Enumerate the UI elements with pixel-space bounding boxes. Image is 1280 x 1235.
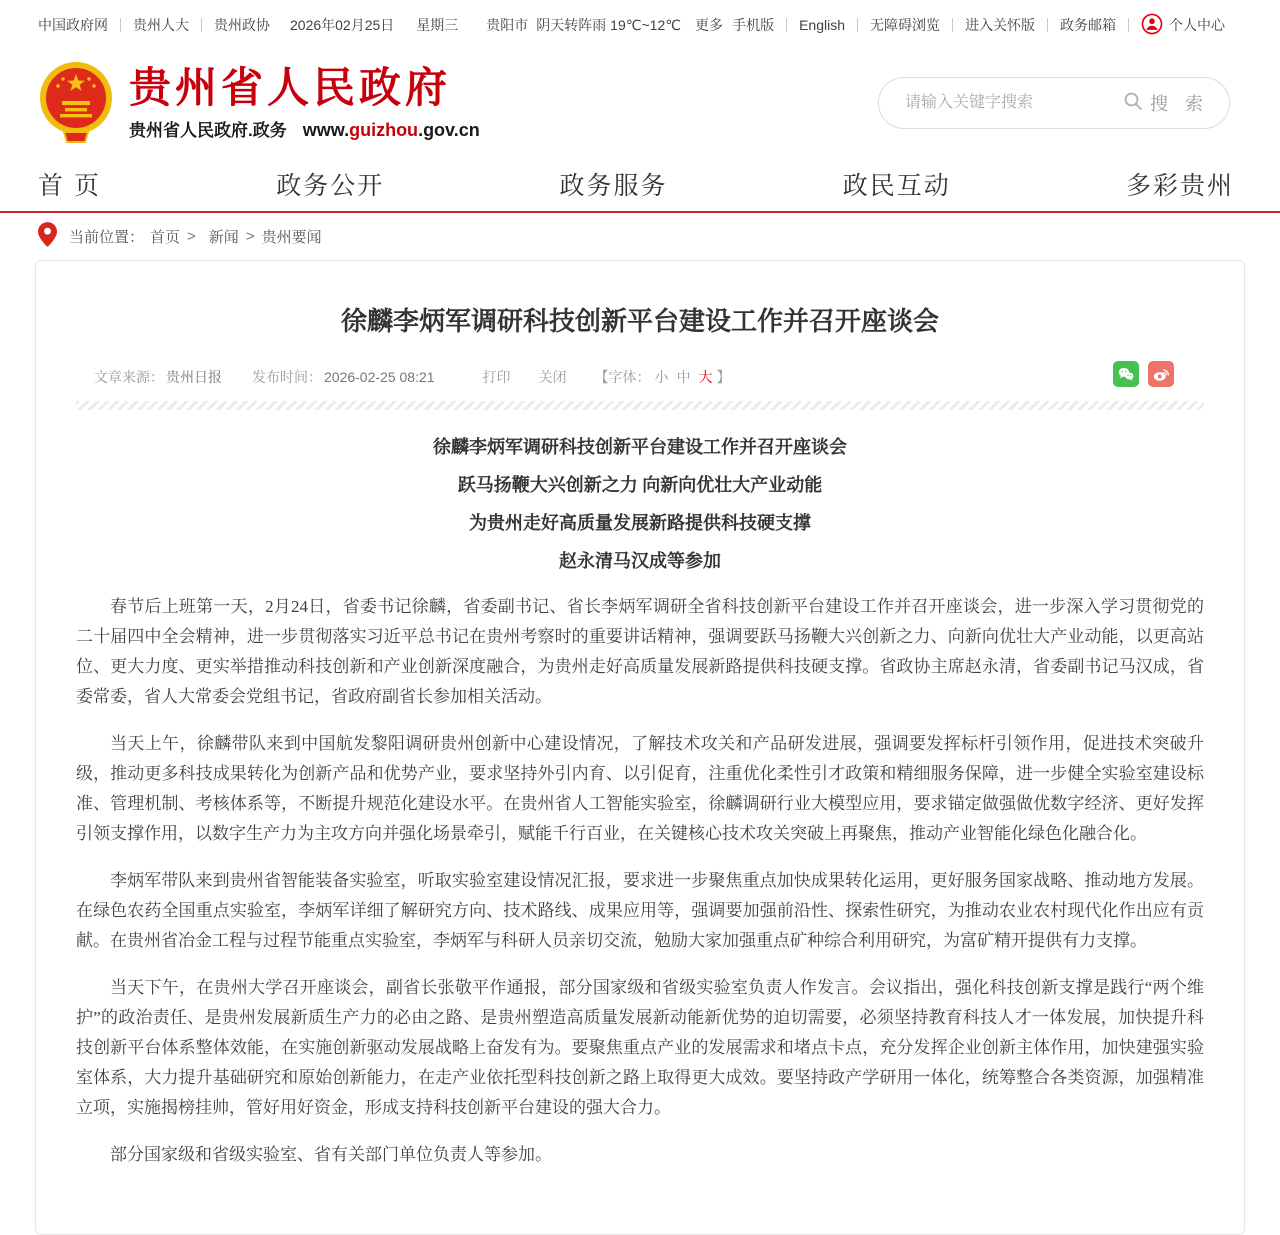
- article-paragraph: 春节后上班第一天，2月24日，省委书记徐麟，省委副书记、省长李炳军调研全省科技创新平台建设工作并召开座谈会，进一步深入学习贯彻党的二十届四中全会精神，进一步贯彻落实习近平总书记在贵州考察时的重要讲话精神，强调要跃马扬鞭大兴创新之力、向新向优壮大产业动能，以更高站位、更大力度、更实举措推动科技创新和产业创新深度融合，为贵州走好高质量发展新路提供科技硬支撑。省政协主席赵永清，省委副书记马汉成，省委常委，省人大常委会党组书记，省政府副省长参加相关活动。: [76, 597, 1204, 706]
- article-subtitle-line: 赵永清马汉成等参加: [559, 551, 721, 571]
- breadcrumb-news[interactable]: 新闻: [208, 229, 239, 246]
- mobile-version-link[interactable]: 手机版: [732, 17, 775, 33]
- close-button[interactable]: 关闭: [538, 369, 567, 385]
- care-version-link[interactable]: 进入关怀版: [965, 17, 1035, 33]
- weather-info: 阴天转阵雨 19℃~12℃: [536, 17, 681, 33]
- topbar-link-china-gov[interactable]: 中国政府网: [38, 17, 108, 33]
- main-nav: [0, 156, 1280, 213]
- topbar: [0, 0, 1280, 50]
- nav-item-public-interaction[interactable]: 政民互动: [842, 171, 951, 200]
- weather-more-link[interactable]: 更多: [694, 17, 723, 33]
- article-paragraph: 部分国家级和省级实验室、省有关部门单位负责人等参加。: [110, 1145, 552, 1164]
- divider: [120, 18, 121, 32]
- nav-item-gov-services[interactable]: 政务服务: [559, 171, 668, 200]
- current-date: 2026年02月25日: [290, 17, 395, 33]
- article-paragraph: 当天下午，在贵州大学召开座谈会，副省长张敬平作通报，部分国家级和省级实验室负责人作发言。会议指出，强化科技创新支撑是践行“两个维护”的政治责任、是贵州发展新质生产力的必由之路、是贵州塑造高质量发展新动能新优势的迫切需要，必须坚持教育科技人才一体发展，加快提升科技创新平台体系整体效能，在实施创新驱动发展战略上奋发有为。要聚焦重点产业的发展需求和堵点卡点，充分发挥企业创新主体作用，加快建强实验室体系，大力提升基础研究和原始创新能力，在走产业依托型科技创新之路上取得更大成效。要坚持政产学研用一体化，统筹整合各类资源，加强精准立项，实施揭榜挂帅，管好用好资金，形成支持科技创新平台建设的强大合力。: [76, 978, 1204, 1117]
- weibo-share-icon[interactable]: [1148, 361, 1174, 387]
- divider: [1128, 18, 1129, 32]
- topbar-right: [732, 13, 1225, 38]
- article-source: 文章来源： 贵州日报: [94, 369, 222, 385]
- nav-item-home[interactable]: 首 页: [38, 171, 101, 200]
- breadcrumb-home[interactable]: 首页: [150, 229, 181, 246]
- print-button[interactable]: 打印: [482, 369, 511, 385]
- article-subtitle-line: 为贵州走好高质量发展新路提供科技硬支撑: [469, 513, 811, 533]
- article-subtitle-line: 跃马扬鞭大兴创新之力 向新向优壮大产业动能: [457, 475, 823, 495]
- weather-city: 贵阳市: [486, 17, 529, 33]
- share-buttons: [1113, 361, 1174, 387]
- font-large-button[interactable]: 大: [698, 369, 713, 385]
- search-button[interactable]: [1123, 90, 1209, 116]
- article-container: [35, 260, 1245, 1235]
- divider: [952, 18, 953, 32]
- search-icon: [1123, 91, 1143, 116]
- search-box: [878, 77, 1230, 129]
- person-circle-icon: [1141, 13, 1163, 38]
- site-brand[interactable]: [38, 59, 480, 148]
- site-url: www.guizhou.gov.cn: [302, 120, 480, 141]
- nav-item-gov-affairs-disclosure[interactable]: 政务公开: [276, 171, 385, 200]
- article-subtitle-line: 徐麟李炳军调研科技创新平台建设工作并召开座谈会: [433, 437, 847, 457]
- font-small-button[interactable]: 小: [654, 369, 669, 385]
- breadcrumb-current: 贵州要闻: [261, 229, 322, 246]
- nav-item-colorful-guizhou[interactable]: 多彩贵州: [1125, 171, 1234, 200]
- user-center[interactable]: [1141, 13, 1225, 38]
- brand-text: [129, 65, 480, 141]
- breadcrumb-separator: >: [245, 228, 255, 245]
- article-paragraph: 李炳军带队来到贵州省智能装备实验室，听取实验室建设情况汇报，要求进一步聚焦重点加快成果转化运用，更好服务国家战略、推动地方发展。在绿色农药全国重点实验室，李炳军详细了解研究方向、技术路线、成果应用等，强调要加强前沿性、探索性研究，为推动农业农村现代化作出应有贡献。在贵州省冶金工程与过程节能重点实验室，李炳军与科研人员亲切交流，勉励大家加强重点矿种综合利用研究，为富矿精开提供有力支撑。: [76, 871, 1204, 950]
- search-input[interactable]: [903, 93, 1123, 113]
- article-title: 徐麟李炳军调研科技创新平台建设工作并召开座谈会: [340, 306, 939, 336]
- search-button-label: 搜 索: [1149, 94, 1209, 114]
- hatched-divider: [76, 401, 1204, 410]
- topbar-left: [38, 15, 723, 35]
- article-body: [76, 428, 1204, 1170]
- site-subtitle-row: [129, 116, 480, 141]
- current-weekday: 星期三: [416, 17, 459, 33]
- font-medium-button[interactable]: 中: [676, 369, 691, 385]
- breadcrumb: [0, 213, 1280, 260]
- divider: [857, 18, 858, 32]
- site-title: 贵州省人民政府: [129, 63, 452, 111]
- national-emblem-logo: [38, 59, 114, 148]
- divider: [786, 18, 787, 32]
- article-meta: [76, 364, 1204, 390]
- site-header: [0, 50, 1280, 156]
- publish-time: 发布时间： 2026-02-25 08:21: [252, 369, 435, 385]
- gov-mailbox-link[interactable]: 政务邮箱: [1060, 17, 1116, 33]
- english-link[interactable]: English: [799, 17, 845, 33]
- topbar-link-guizhou-cppcc[interactable]: 贵州政协: [214, 17, 270, 33]
- font-size-label: 【字体：: [594, 369, 651, 385]
- breadcrumb-separator: >: [187, 228, 196, 245]
- wechat-share-icon[interactable]: [1113, 361, 1139, 387]
- article-paragraph: 当天上午，徐麟带队来到中国航发黎阳调研贵州创新中心建设情况，了解技术攻关和产品研发进展，强调要发挥标杆引领作用，促进技术突破升级，推动更多科技成果转化为创新产品和优势产业，要求坚持外引内育、以引促育，注重优化柔性引才政策和精细服务保障，进一步健全实验室建设标准、管理机制、考核体系等，不断提升规范化建设水平。在贵州省人工智能实验室，徐麟调研行业大模型应用，要求锚定做强做优数字经济、更好发挥引领支撑作用，以数字生产力为主攻方向并强化场景牵引，赋能千行百业，在关键核心技术攻关突破上再聚焦，推动产业智能化绿色化融合化。: [76, 734, 1204, 843]
- user-center-link[interactable]: 个人中心: [1169, 17, 1225, 33]
- article-paragraphs: [76, 592, 1204, 1170]
- divider: [1047, 18, 1048, 32]
- divider: [201, 18, 202, 32]
- breadcrumb-label: 当前位置：: [69, 229, 145, 246]
- accessibility-link[interactable]: 无障碍浏览: [870, 17, 940, 33]
- font-size-controls: [595, 367, 731, 387]
- location-pin-icon: [38, 222, 57, 251]
- site-subtitle: 贵州省人民政府.政务: [129, 121, 287, 141]
- font-size-label-end: 】: [716, 369, 731, 385]
- topbar-link-guizhou-npc[interactable]: 贵州人大: [133, 17, 189, 33]
